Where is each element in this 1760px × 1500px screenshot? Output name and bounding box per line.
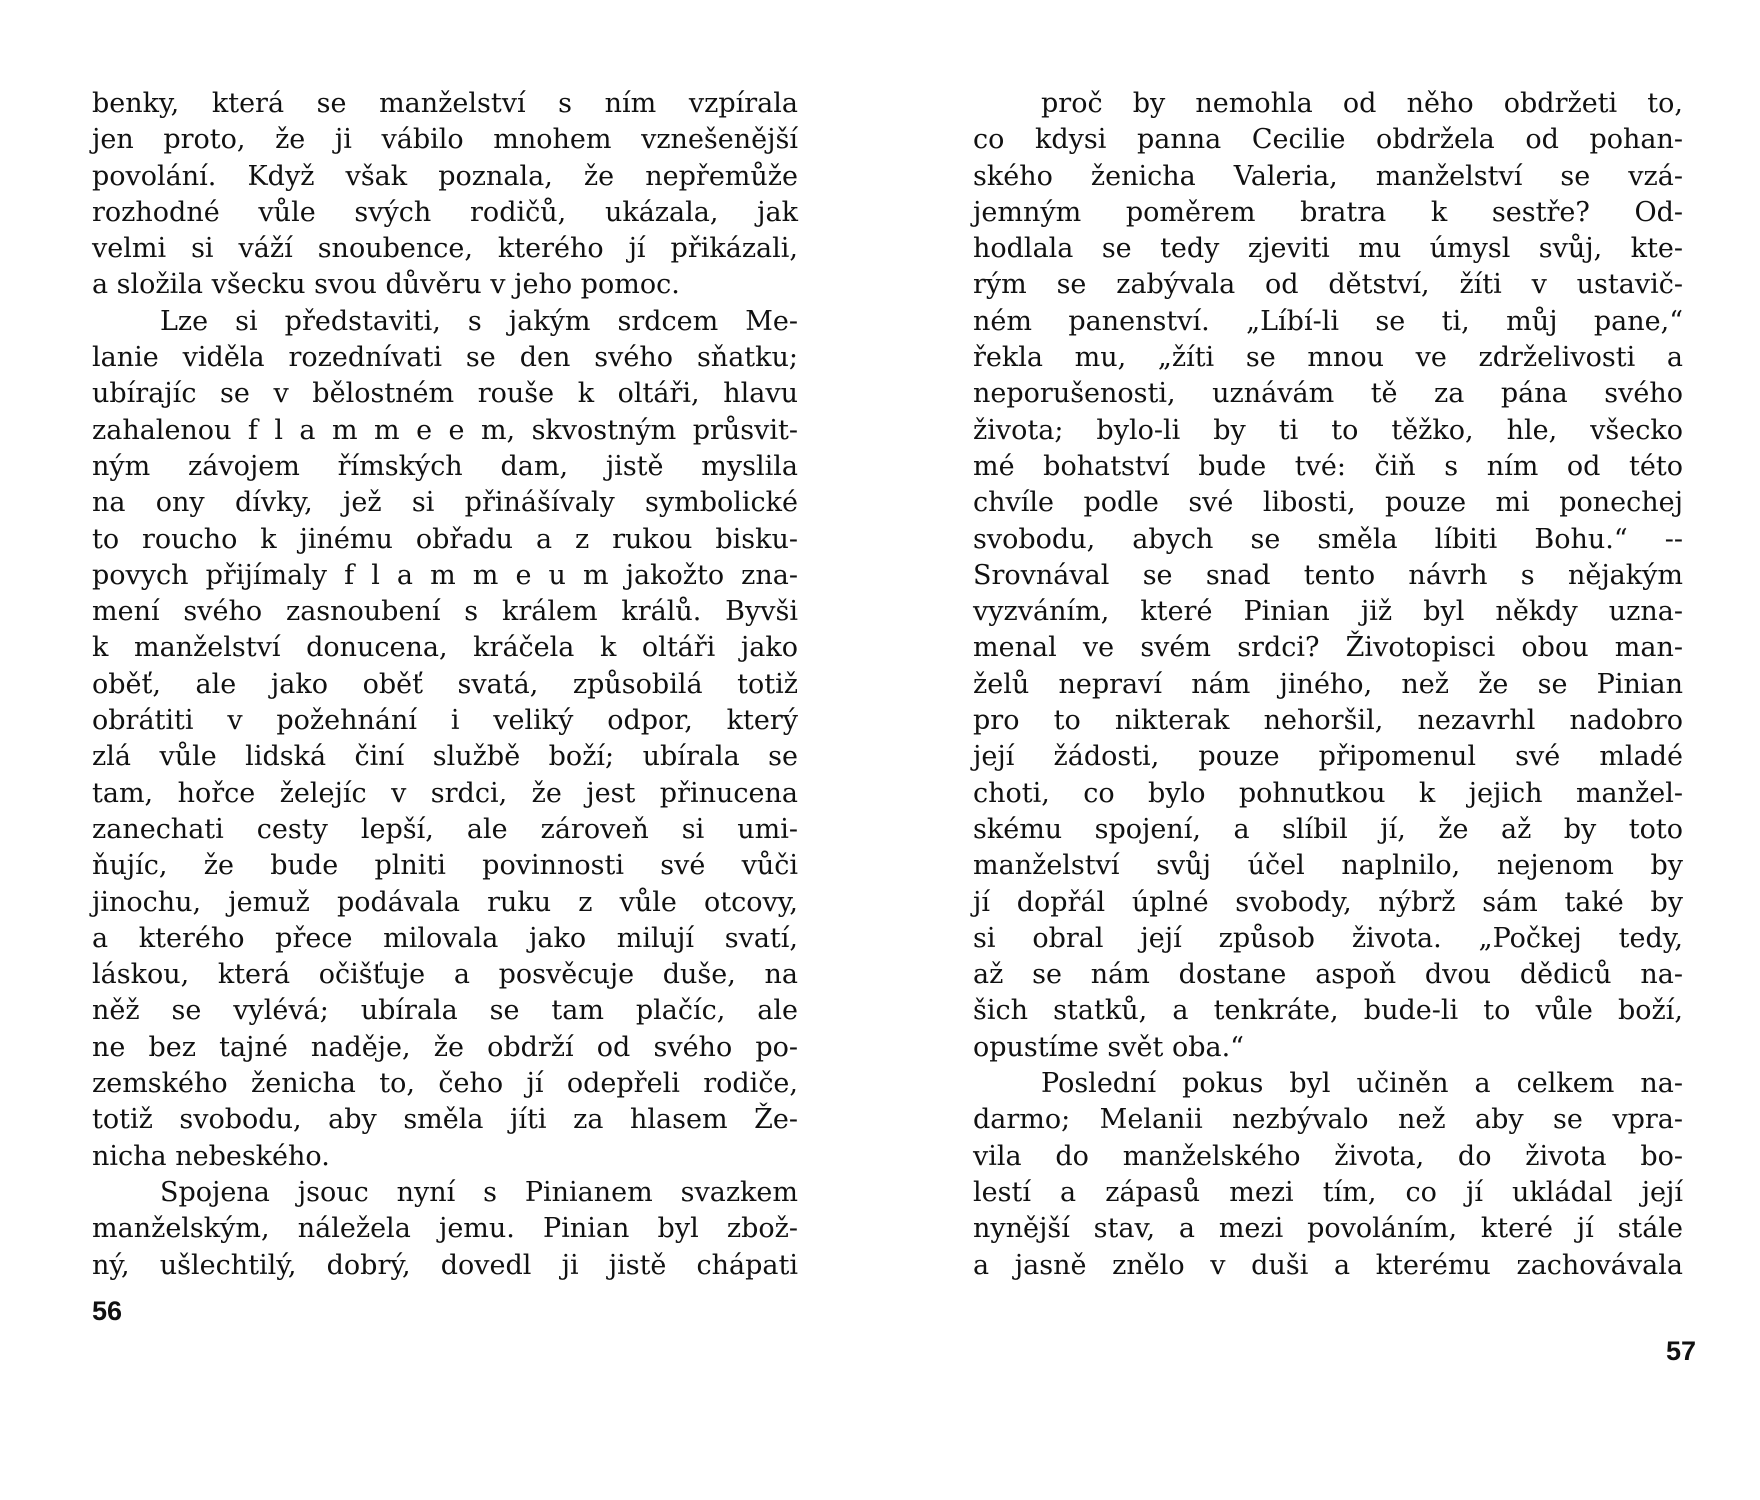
page-number: 56 xyxy=(92,1296,123,1326)
text-line: řekla mu, „žíti se mnou ve zdrželivosti a xyxy=(973,342,1683,374)
text-line: si obral její způsob života. „Počkej tedy, xyxy=(973,922,1683,954)
text-line: k manželství donucena, kráčela k oltáři jako xyxy=(92,632,798,664)
text-line: na ony dívky, jež si přinášívaly symbolické xyxy=(92,487,798,519)
text-line: ném panenství. „Líbí-li se ti, můj pane,“ xyxy=(973,305,1683,337)
text-line: až se nám dostane aspoň dvou dědiců na- xyxy=(973,959,1683,991)
text-line: něž se vylévá; ubírala se tam plačíc, ale xyxy=(92,995,798,1027)
text-line: zlá vůle lidská činí službě boží; ubírala se xyxy=(92,741,798,773)
text-line: Lze si představiti, s jakým srdcem Me- xyxy=(160,305,798,337)
text-line: a složila všecku svou důvěru v jeho pomoc. xyxy=(92,269,680,301)
text-line: neporušenosti, uznávám tě za pána svého xyxy=(973,378,1683,410)
text-line: mení svého zasnoubení s králem králů. Byvši xyxy=(92,596,798,628)
text-line: pro to nikterak nehoršil, nezavrhl nadobro xyxy=(973,705,1683,737)
text-line: oběť, ale jako oběť svatá, způsobilá totiž xyxy=(92,668,798,700)
text-line: ubírajíc se v bělostném rouše k oltáři, hlavu xyxy=(92,378,798,410)
text-line: láskou, která očišťuje a posvěcuje duše, na xyxy=(92,959,798,991)
text-line: povych přijímaly f l a m m e u m jakožto zna- xyxy=(92,559,798,591)
text-line: zemského ženicha to, čeho jí odepřeli rodiče, xyxy=(92,1068,798,1100)
right-page-text xyxy=(973,86,1683,1284)
text-line: její žádosti, pouze připomenul své mladé xyxy=(973,741,1683,773)
text-line: Poslední pokus byl učiněn a celkem na- xyxy=(1041,1068,1683,1100)
text-line: ského ženicha Valeria, manželství se vzá- xyxy=(973,160,1683,192)
text-line: ne bez tajné naděje, že obdrží od svého po- xyxy=(92,1031,798,1063)
text-line: tam, hořce želejíc v srdci, že jest přinucena xyxy=(92,777,798,809)
right-page xyxy=(880,0,1760,1500)
text-line: benky, která se manželství s ním vzpírala xyxy=(92,88,798,119)
text-line: obrátiti v požehnání i veliký odpor, který xyxy=(92,705,798,737)
text-line: svobodu, abych se směla líbiti Bohu.“ -- xyxy=(973,523,1683,555)
text-line: to roucho k jinému obřadu a z rukou bisku- xyxy=(92,523,798,555)
text-line: zahalenou f l a m m e e m, skvostným průsvit- xyxy=(92,414,798,446)
text-line: Srovnával se snad tento návrh s nějakým xyxy=(973,559,1683,591)
text-line: darmo; Melanii nezbývalo než aby se vpra- xyxy=(973,1104,1683,1136)
text-line: totiž svobodu, aby směla jíti za hlasem Že- xyxy=(92,1104,798,1136)
text-line: jemným poměrem bratra k sestře? Od- xyxy=(973,196,1683,228)
text-line: menal ve svém srdci? Životopisci obou man- xyxy=(973,632,1683,664)
text-line: vyzváním, které Pinian již byl někdy uzna- xyxy=(973,596,1683,628)
text-line: nicha nebeského. xyxy=(92,1140,330,1172)
text-line: rozhodné vůle svých rodičů, ukázala, jak xyxy=(92,196,798,228)
text-line: lanie viděla rozednívati se den svého sňatku; xyxy=(92,342,798,374)
text-line: šich statků, a tenkráte, bude-li to vůle boží, xyxy=(973,995,1683,1027)
text-line: a kterého přece milovala jako milují svatí, xyxy=(92,922,798,954)
text-line: rým se zabývala od dětství, žíti v ustavič- xyxy=(973,269,1683,301)
page-number: 57 xyxy=(1666,1336,1697,1366)
text-line: mé bohatství bude tvé: čiň s ním od této xyxy=(973,450,1683,482)
text-line: hodlala se tedy zjeviti mu úmysl svůj, kte- xyxy=(973,233,1683,265)
text-line: jinochu, jemuž podávala ruku z vůle otcovy, xyxy=(92,886,798,918)
text-line: povolání. Když však poznala, že nepřemůže xyxy=(92,160,798,192)
text-line: velmi si váží snoubence, kterého jí přikázali, xyxy=(92,233,798,265)
text-line: ňujíc, že bude plniti povinnosti své vůči xyxy=(92,850,798,882)
text-line: manželství svůj účel naplnilo, nejenom by xyxy=(973,850,1683,882)
text-line: choti, co bylo pohnutkou k jejich manžel- xyxy=(973,777,1683,809)
text-line: lestí a zápasů mezi tím, co jí ukládal její xyxy=(973,1176,1683,1208)
text-line: zanechati cesty lepší, ale zároveň si umi- xyxy=(92,813,798,845)
text-line: želů nepraví nám jiného, než že se Pinian xyxy=(973,668,1683,700)
text-line: co kdysi panna Cecilie obdržela od pohan- xyxy=(973,124,1683,156)
text-line: manželským, náležela jemu. Pinian byl zbož- xyxy=(92,1213,798,1245)
left-page-text xyxy=(92,86,798,1284)
text-line: chvíle podle své libosti, pouze mi ponechej xyxy=(973,487,1683,519)
text-line: skému spojení, a slíbil jí, že až by toto xyxy=(973,813,1683,845)
text-line: jí dopřál úplné svobody, nýbrž sám také by xyxy=(973,886,1683,918)
text-line: a jasně znělo v duši a kterému zachovávala xyxy=(973,1249,1683,1281)
text-line: jen proto, že ji vábilo mnohem vznešenější xyxy=(92,124,798,156)
text-line: života; bylo-li by ti to těžko, hle, všecko xyxy=(973,414,1683,446)
text-line: Spojena jsouc nyní s Pinianem svazkem xyxy=(160,1176,798,1208)
text-line: ným závojem římských dam, jistě myslila xyxy=(92,450,798,482)
text-line: nynější stav, a mezi povoláním, které jí stále xyxy=(973,1213,1683,1245)
text-line: ný, ušlechtilý, dobrý, dovedl ji jistě chápati xyxy=(92,1249,798,1281)
text-line: vila do manželského života, do života bo- xyxy=(973,1140,1683,1172)
text-line: proč by nemohla od něho obdržeti to, xyxy=(1041,88,1683,119)
text-line: opustíme svět oba.“ xyxy=(973,1031,1244,1063)
